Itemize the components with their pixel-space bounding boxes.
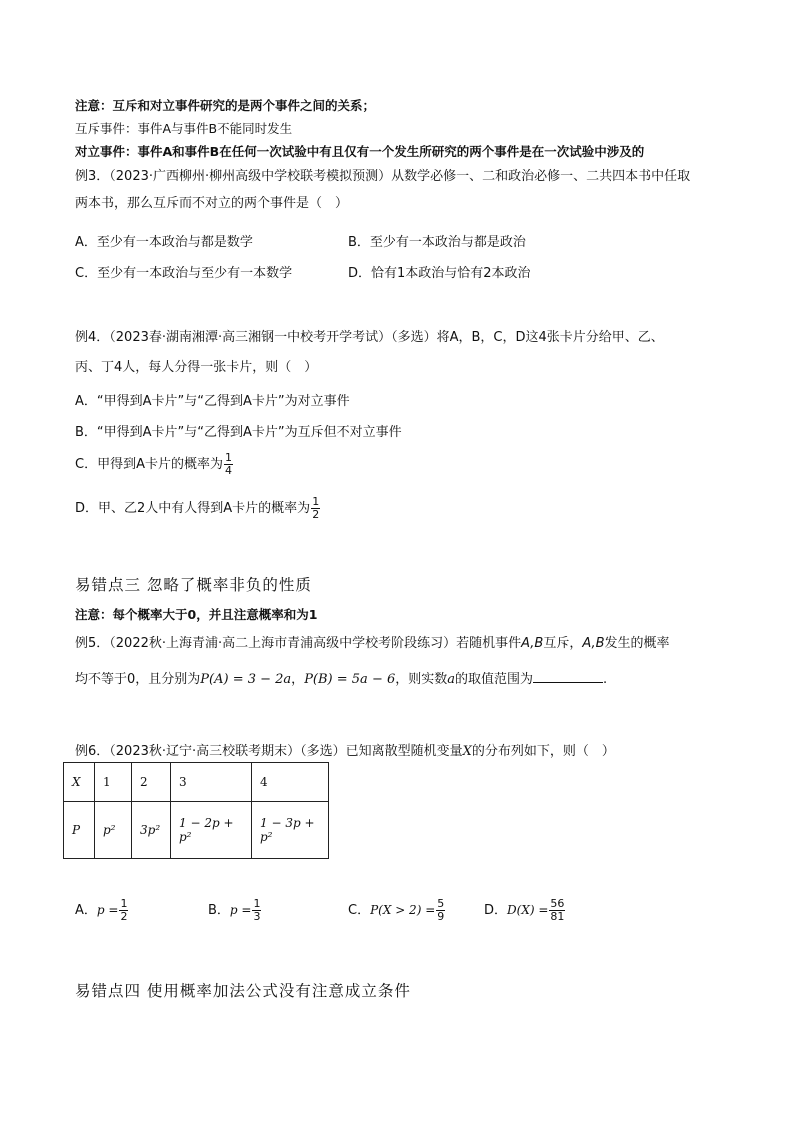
ex3-line-2: 两本书，那么互斥而不对立的两个事件是（ ） (75, 196, 349, 211)
section-3-note: 注意：每个概率大于0，并且注意概率和为1 (75, 607, 318, 622)
ex6-option-a (75, 898, 129, 923)
ex5-end: . (603, 672, 608, 687)
ex5-separator: ， (291, 672, 305, 687)
ex5-pb: P(B) = 5a − 6 (304, 672, 396, 687)
fraction-numerator: 1 (253, 897, 261, 910)
ex6-line-1b: 的分布列如下，则（ ） (471, 744, 615, 759)
fraction-numerator: 1 (224, 451, 232, 464)
ex6-var: X (462, 744, 472, 759)
table-cell: 2 (132, 763, 171, 802)
fraction-denominator: 3 (253, 910, 261, 923)
table-cell: 4 (252, 763, 329, 802)
ex5-line-1a: 例5．（2022秋·上海青浦·高二上海市青浦高级中学校考阶段练习）若随机事件 (75, 636, 522, 651)
ex4-line-2: 丙、丁4人，每人分得一张卡片，则（ ） (75, 360, 318, 375)
ex4-option-b: B．“甲得到A卡片”与“乙得到A卡片”为互斥但不对立事件 (75, 425, 402, 440)
table-cell: 1 − 2p + p² (171, 802, 252, 859)
table-row (64, 802, 329, 859)
table-cell: 3 (171, 763, 252, 802)
table-cell: p² (95, 802, 132, 859)
table-cell: 1 − 3p + p² (252, 802, 329, 859)
ex3-option-c: C．至少有一本政治与至少有一本数学 (75, 266, 293, 281)
ex4-option-d-fraction (311, 496, 320, 521)
fraction-denominator: 81 (550, 910, 565, 923)
option-expression: D(X) = (507, 903, 549, 917)
option-fraction (436, 898, 445, 923)
fraction-numerator: 5 (437, 897, 445, 910)
ex3-option-b: B．至少有一本政治与都是政治 (348, 235, 526, 250)
ex5-line-1c: 发生的概率 (604, 636, 670, 651)
option-label: B． (208, 903, 230, 918)
ex4-option-a: A．“甲得到A卡片”与“乙得到A卡片”为对立事件 (75, 394, 350, 409)
ex4-option-d (75, 496, 321, 521)
ex6-line-1 (75, 740, 615, 759)
ex4-option-c (75, 452, 234, 477)
note-line-2: 互斥事件：事件A与事件B不能同时发生 (75, 121, 293, 136)
option-expression: p = (229, 903, 252, 917)
option-label: C． (348, 903, 371, 918)
fraction-numerator: 56 (550, 897, 565, 910)
ex3-option-d: D．恰有1本政治与恰有2本政治 (348, 266, 531, 281)
table-cell: 3p² (132, 802, 171, 859)
note-line-1: 注意：互斥和对立事件研究的是两个事件之间的关系； (75, 98, 376, 113)
ex5-line-2 (75, 668, 607, 687)
fraction-denominator: 9 (437, 910, 445, 923)
table-cell: 1 (95, 763, 132, 802)
ex6-option-b (208, 898, 262, 923)
distribution-table (63, 762, 329, 859)
section-4-title: 易错点四 使用概率加法公式没有注意成立条件 (75, 982, 411, 1000)
ex3-line-1: 例3．（2023·广西柳州·柳州高级中学校联考模拟预测）从数学必修一、二和政治必修一、二共四本书中任取 (75, 169, 691, 184)
option-label: A． (75, 903, 97, 918)
ex4-option-c-text: C．甲得到A卡片的概率为 (75, 457, 223, 472)
fraction-denominator: 2 (120, 910, 128, 923)
option-expression: P(X > 2) = (370, 903, 436, 917)
ex6-option-c (348, 898, 446, 923)
fraction-numerator: 1 (120, 897, 128, 910)
table-cell: X (64, 763, 95, 802)
option-expression: p = (96, 903, 119, 917)
option-fraction (119, 898, 128, 923)
ex3-option-a: A．至少有一本政治与都是数学 (75, 235, 253, 250)
option-fraction (252, 898, 261, 923)
ex5-events-2: A,B (582, 636, 605, 651)
ex5-line-1b: 互斥， (543, 636, 583, 651)
ex5-line-2c: 的取值范围为 (455, 672, 534, 687)
ex5-line-1 (75, 632, 670, 651)
note-line-3: 对立事件：事件A和事件B在任何一次试验中有且仅有一个发生所研究的两个事件是在一次试验中涉及的 (75, 144, 645, 159)
ex5-line-2a: 均不等于0，且分别为 (75, 672, 201, 687)
table-cell: P (64, 802, 95, 859)
section-3-title: 易错点三 忽略了概率非负的性质 (75, 576, 312, 594)
ex5-events-1: A,B (521, 636, 544, 651)
ex4-option-d-text: D．甲、乙2人中有人得到A卡片的概率为 (75, 501, 311, 516)
option-fraction (549, 898, 565, 923)
answer-blank (533, 670, 603, 683)
ex4-option-c-fraction (224, 452, 233, 477)
table-row (64, 763, 329, 802)
option-label: D． (484, 903, 508, 918)
ex5-pa: P(A) = 3 − 2a (200, 672, 292, 687)
fraction-numerator: 1 (312, 495, 320, 508)
ex6-option-d (484, 898, 566, 923)
fraction-denominator: 4 (224, 464, 232, 477)
ex5-var: a (447, 672, 456, 687)
fraction-denominator: 2 (312, 508, 320, 521)
ex4-line-1: 例4．（2023春·湖南湘潭·高三湘钢一中校考开学考试）（多选）将A，B，C，D这4张卡片分给甲、乙、 (75, 330, 664, 345)
ex5-line-2b: ，则实数 (395, 672, 448, 687)
ex6-line-1a: 例6．（2023秋·辽宁·高三校联考期末）（多选）已知离散型随机变量 (75, 744, 463, 759)
